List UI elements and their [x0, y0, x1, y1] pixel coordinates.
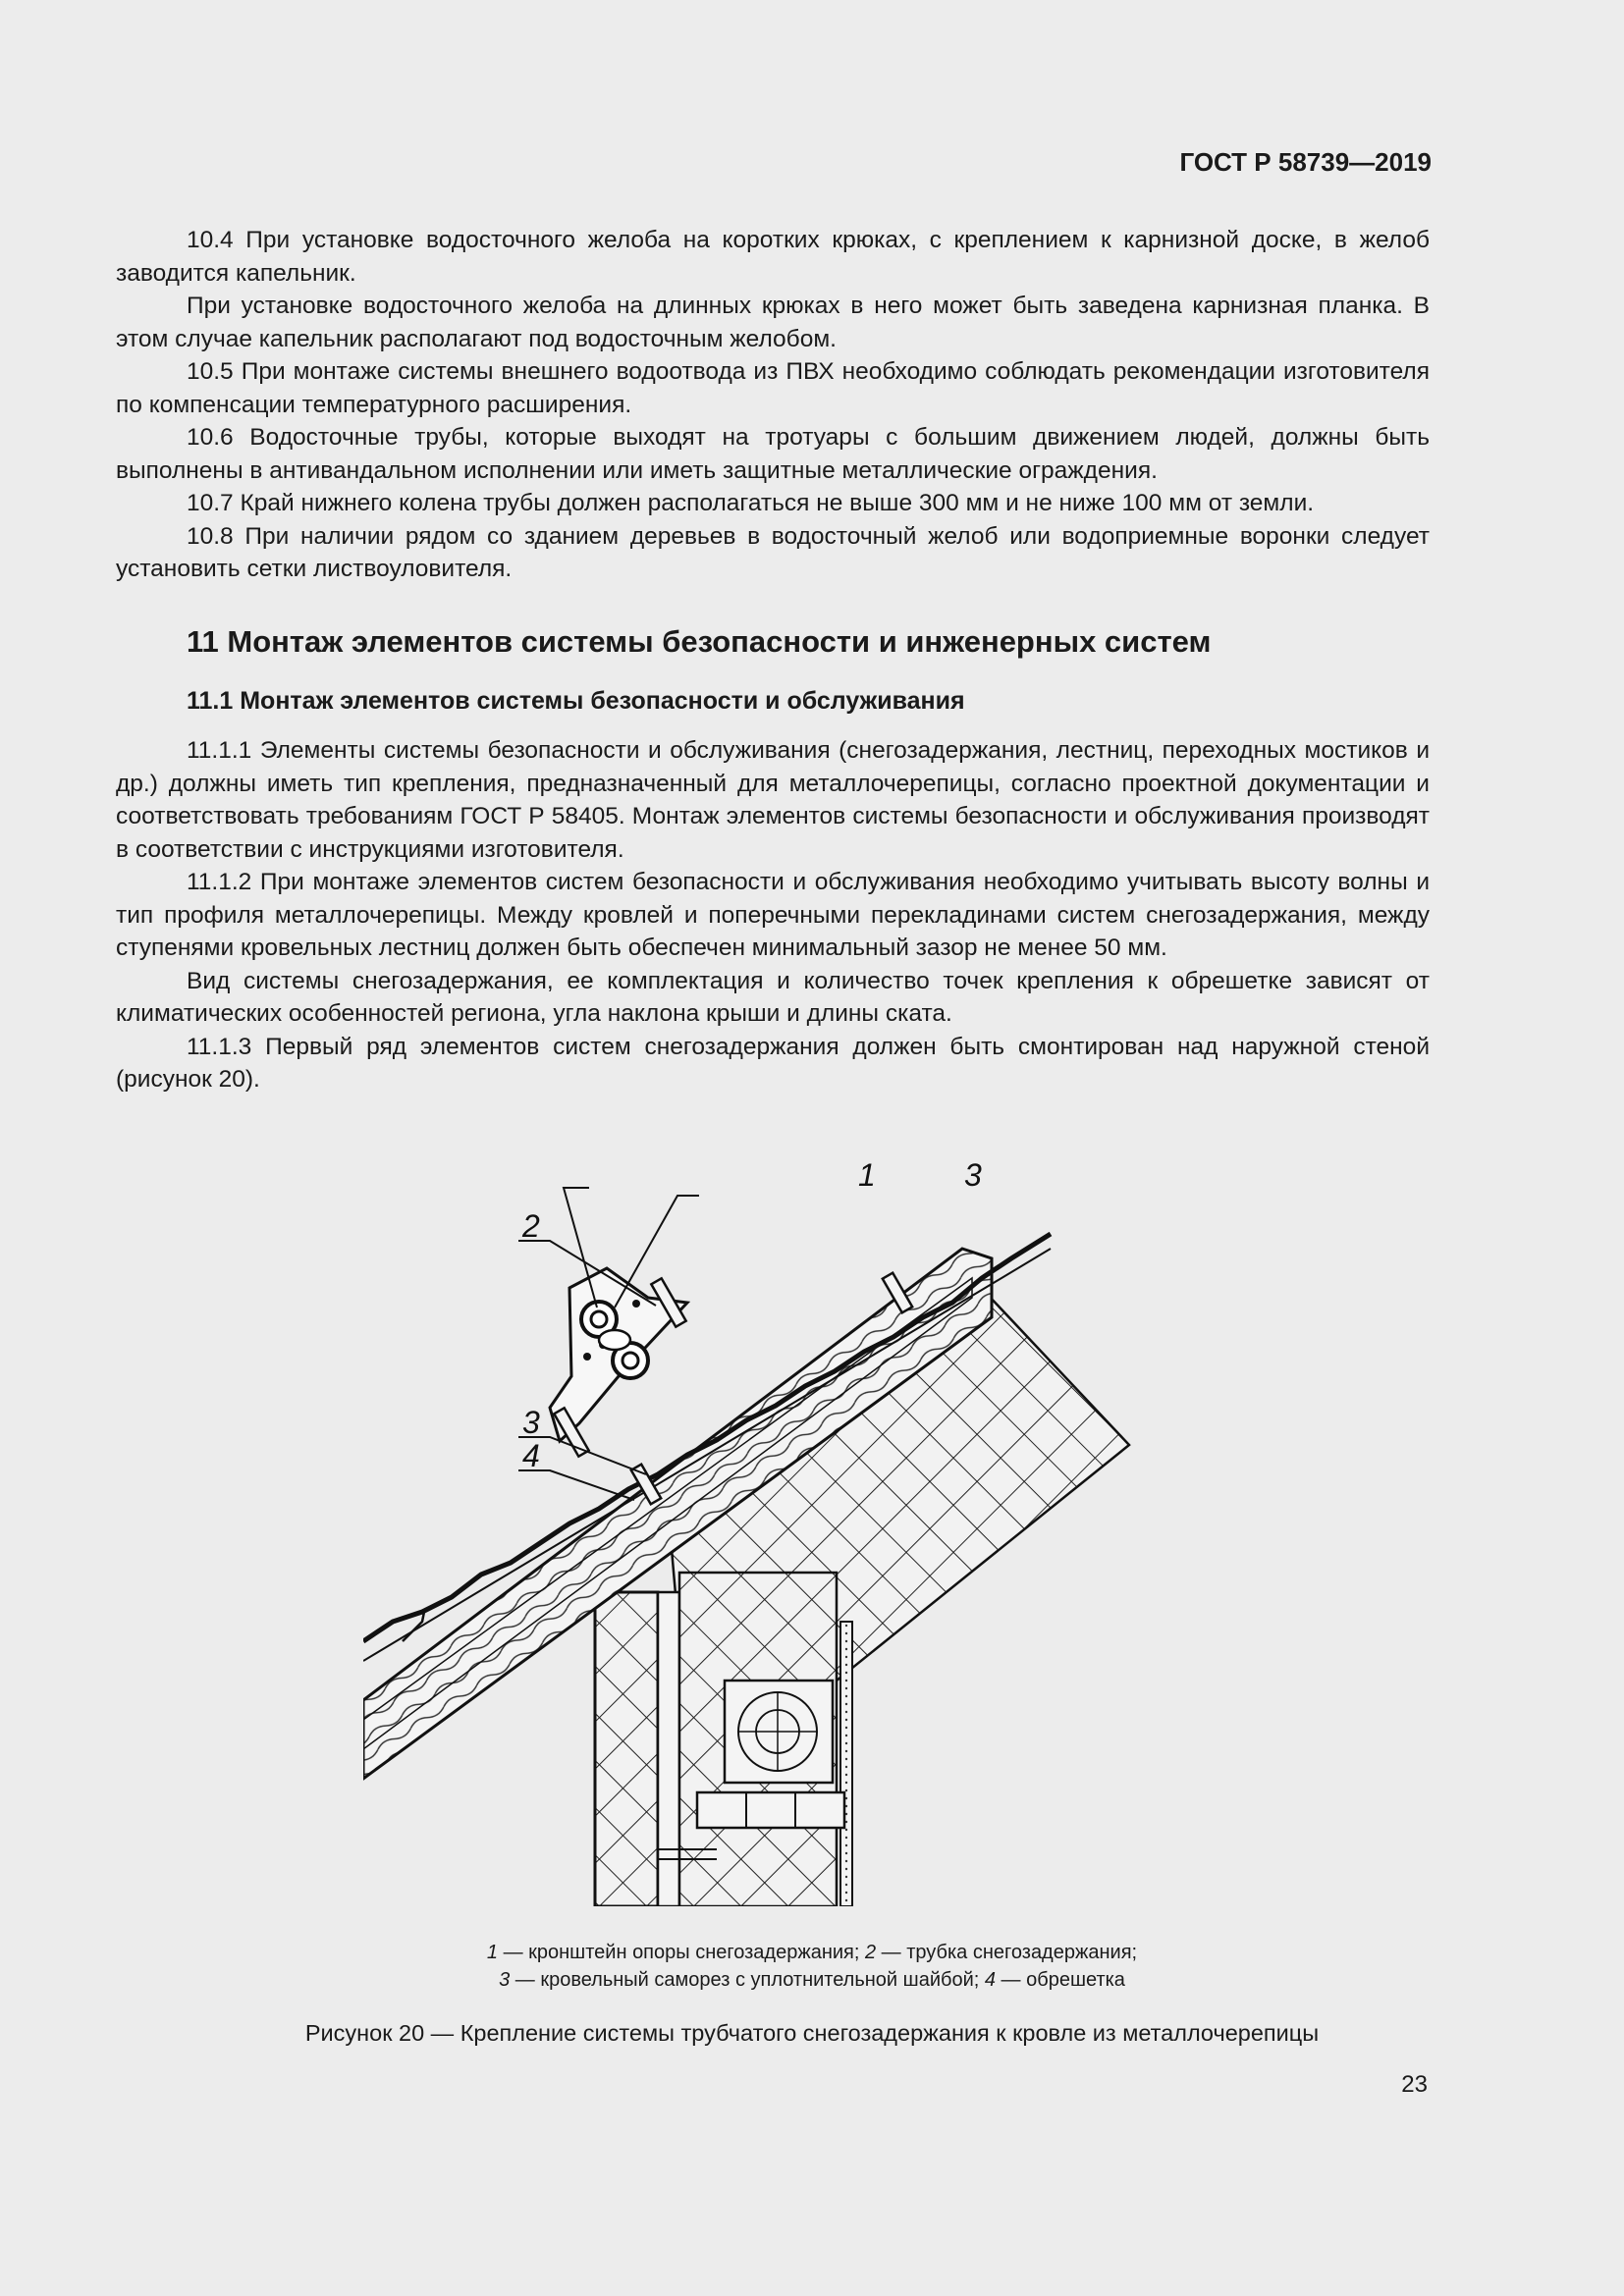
section-11-text	[116, 734, 1430, 1096]
paragraph: 11.1.3 Первый ряд элементов систем снегозадержания должен быть смонтирован над наружной стеной (рисунок 20).	[116, 1033, 1430, 1093]
paragraph: 10.8 При наличии рядом со зданием деревьев в водосточный желоб или водоприемные воронки следует установить сетки листвоуловителя.	[116, 522, 1430, 582]
legend-line-2	[0, 1966, 1624, 1994]
document-code: ГОСТ Р 58739—2019	[1179, 147, 1432, 177]
legend-number: 4	[984, 1969, 996, 1991]
legend-number: 1	[486, 1942, 499, 1963]
page-number: 23	[1401, 2071, 1428, 2098]
section-10-text	[116, 224, 1430, 586]
paragraph: 11.1.1 Элементы системы безопасности и обслуживания (снегозадержания, лестниц, переходных мостиков и др.) должны иметь тип крепления, предназначенный для металлочерепицы, согласно проектной документации и соответствовать требованиям ГОСТ Р 58405. Монтаж элементов системы безопасности и обслуживания производят в соответствии с инструкциями изготовителя.	[116, 737, 1430, 863]
paragraph: 10.4 При установке водосточного желоба на коротких крюках, с креплением к карнизной доске, в желоб заводится капельник.	[116, 227, 1430, 287]
paragraph: 11.1.2 При монтаже элементов систем безопасности и обслуживания необходимо учитывать высоту волны и тип профиля металлочерепицы. Между кровлей и поперечными перекладинами систем снегозадержания, между ступенями кровельных лестниц должен быть обеспечен минимальный зазор не менее 50 мм.	[116, 869, 1430, 961]
figure-legend	[0, 1939, 1624, 1994]
legend-line-1	[0, 1939, 1624, 1966]
callout-4: 4	[522, 1438, 540, 1473]
paragraph: 10.6 Водосточные трубы, которые выходят на тротуары с большим движением людей, должны быть выполнены в антивандальном исполнении или иметь защитные металлические ограждения.	[116, 424, 1430, 484]
callout-2: 2	[522, 1208, 540, 1244]
legend-number: 2	[865, 1942, 877, 1963]
section-heading: 11 Монтаж элементов системы безопасности и инженерных систем	[187, 624, 1212, 659]
paragraph: При установке водосточного желоба на длинных крюках в него может быть заведена карнизная планка. В этом случае капельник располагают под водосточным желобом.	[116, 293, 1430, 352]
subsection-heading: 11.1 Монтаж элементов системы безопасности и обслуживания	[187, 687, 965, 715]
figure-caption: Рисунок 20 — Крепление системы трубчатого снегозадержания к кровле из металлочерепицы	[304, 2020, 1320, 2046]
paragraph: Вид системы снегозадержания, ее комплектация и количество точек крепления к обрешетке зависят от климатических особенностей региона, угла наклона крыши и длины ската.	[116, 967, 1430, 1027]
legend-text: — трубка снегозадержания;	[876, 1942, 1138, 1963]
legend-text: — кровельный саморез с уплотнительной шайбой;	[510, 1969, 985, 1991]
legend-text: — обрешетка	[996, 1969, 1125, 1991]
paragraph: 10.7 Край нижнего колена трубы должен располагаться не выше 300 мм и не ниже 100 мм от земли.	[187, 490, 1315, 516]
callout-3: 3	[522, 1405, 540, 1440]
callout-3-top: 3	[964, 1157, 982, 1193]
legend-number: 3	[499, 1969, 511, 1991]
snow-guard-diagram	[363, 1150, 1168, 1906]
callout-1: 1	[858, 1157, 876, 1193]
legend-text: — кронштейн опоры снегозадержания;	[498, 1942, 865, 1963]
paragraph: 10.5 При монтаже системы внешнего водоотвода из ПВХ необходимо соблюдать рекомендации изготовителя по компенсации температурного расширения.	[116, 358, 1430, 418]
